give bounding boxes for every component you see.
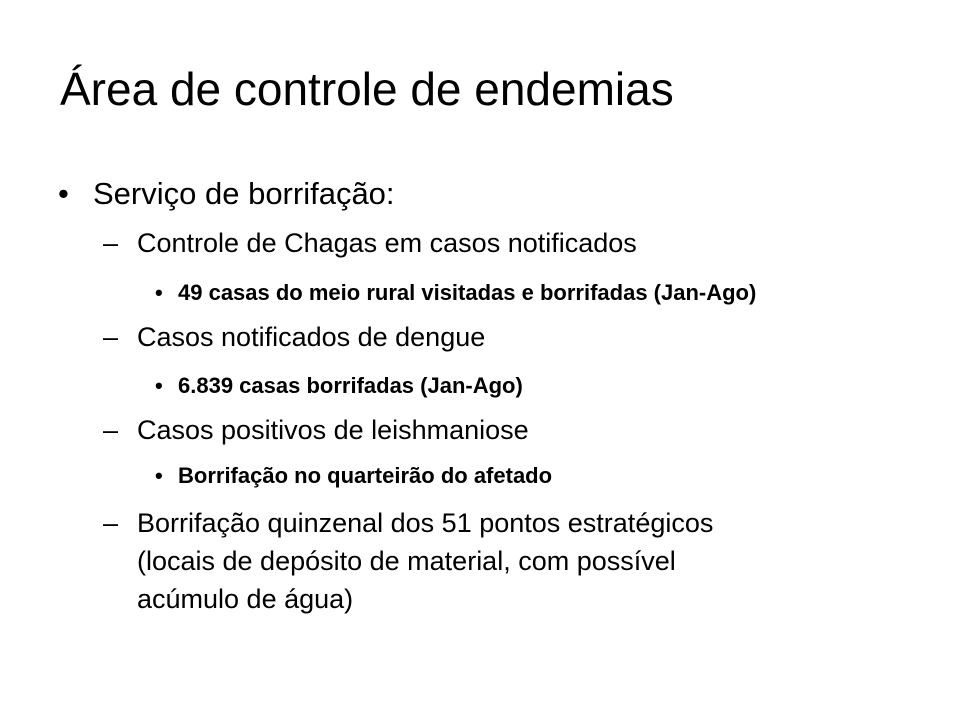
sub-item-text: 49 casas do meio rural visitadas e borrifadas (Jan-Ago)	[178, 280, 757, 305]
dash-icon: –	[103, 322, 119, 352]
dash-icon: –	[103, 415, 119, 445]
sub-item-text: 6.839 casas borrifadas (Jan-Ago)	[178, 373, 523, 398]
bullet-text: Serviço de borrifação:	[93, 176, 395, 211]
dash-icon: –	[103, 508, 119, 538]
bullet-icon: •	[155, 463, 163, 488]
bullet-icon: •	[58, 176, 69, 211]
item-text: Controle de Chagas em casos notificados	[137, 228, 637, 258]
item-text: Casos notificados de dengue	[137, 322, 486, 352]
dash-icon: –	[103, 228, 119, 258]
sub-item-text: Borrifação no quarteirão do afetado	[178, 463, 553, 488]
item-text-line: acúmulo de água)	[137, 584, 354, 614]
bullet-icon: •	[155, 280, 163, 305]
item-text-line: (locais de depósito de material, com possível	[137, 546, 676, 576]
item-text: Casos positivos de leishmaniose	[137, 415, 529, 445]
slide-title: Área de controle de endemias	[60, 63, 674, 115]
item-text-line: Borrifação quinzenal dos 51 pontos estratégicos	[137, 508, 714, 538]
bullet-icon: •	[155, 373, 163, 398]
